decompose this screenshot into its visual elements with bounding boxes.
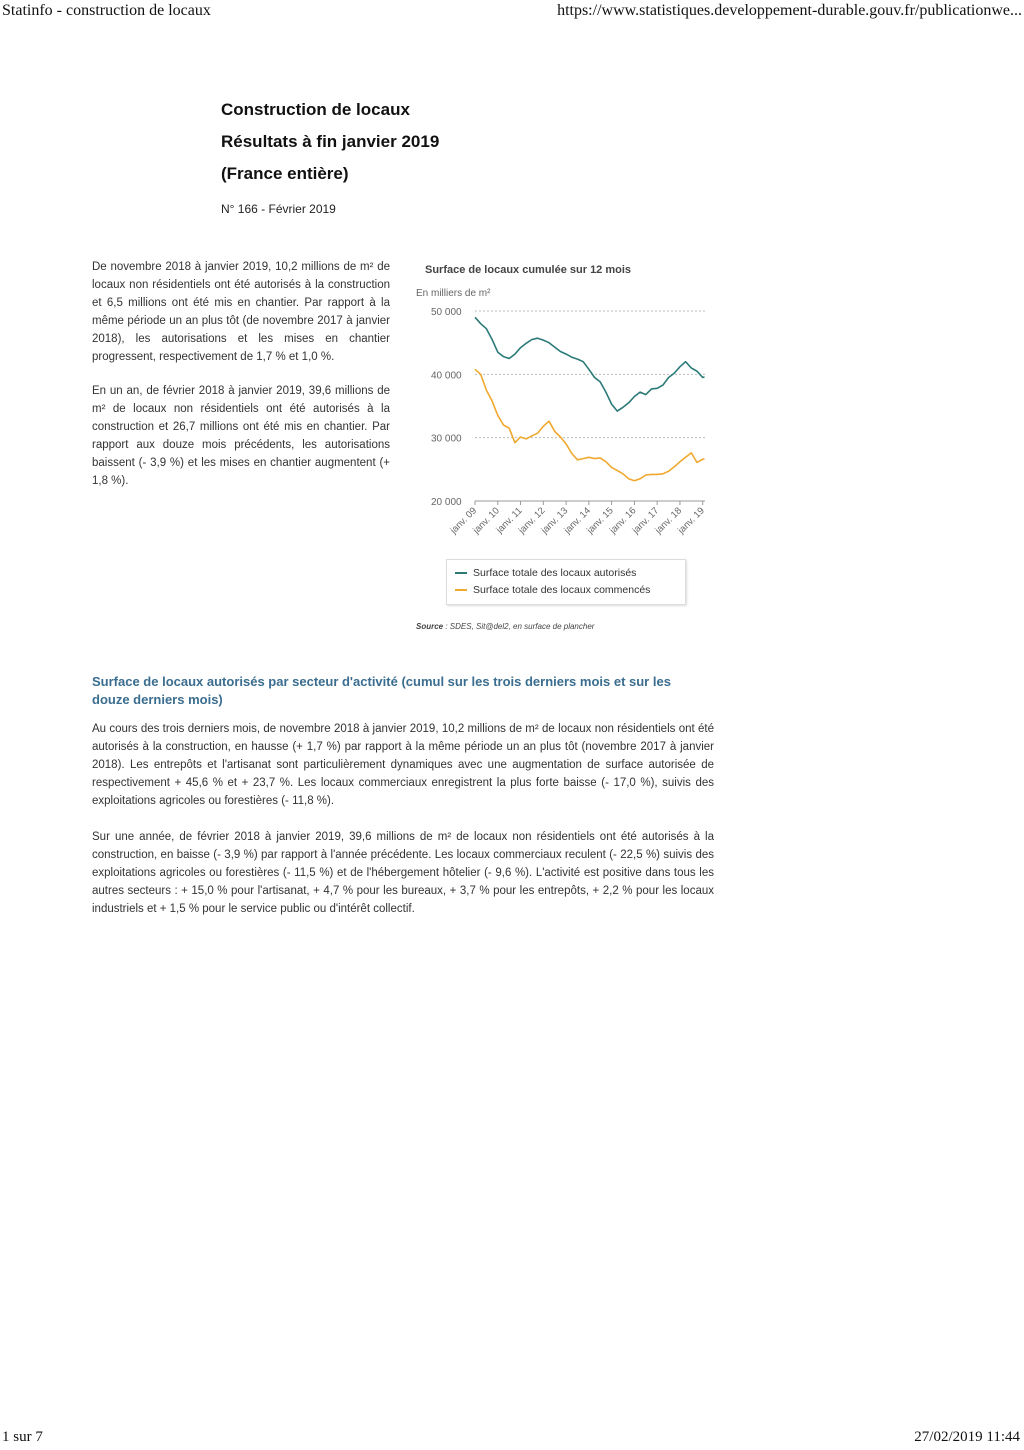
x-tick-label: janv. 12 [516,505,548,537]
title-line-1: Construction de locaux [221,100,410,119]
x-tick-label: janv. 09 [448,505,480,537]
x-tick-label: janv. 19 [676,505,707,537]
y-tick-label: 30 000 [431,433,462,445]
source-label: Source [416,622,444,631]
legend-swatch-commences [455,589,467,591]
chart-source [416,622,594,631]
y-tick-label: 50 000 [431,307,462,318]
y-tick-label: 40 000 [431,370,462,382]
section-body [92,720,714,936]
chart-legend [446,559,686,605]
legend-swatch-autorises [455,572,467,574]
page-title [221,94,439,190]
series-line-commences [475,369,705,480]
title-line-3: (France entière) [221,164,349,183]
section-paragraph-2: Sur une année, de février 2018 à janvier 2019, 39,6 millions de m² de locaux non résidentiels ont été autorisés à la construction, en baisse (- 3,9 %) par rapport à l'année précédente. Les locaux commerciaux reculent (- 22,5 %) suivis des exploitations agricoles ou forestières (- 11,5 %) et de l'hébergement hôtelier (- 9,6 %). L'activité est positive dans tous les autres secteurs : + 15,0 % pour l'artisanat, + 4,7 % pour les bureaux, + 3,7 % pour les entrepôts, + 2,2 % pour les locaux industriels et + 1,5 % pour le service public ou d'intérêt collectif. [92,831,714,915]
print-footer [0,1426,1024,1450]
print-header-title: Statinfo - construction de locaux [2,2,211,19]
x-tick-label: janv. 16 [607,505,639,537]
legend-item-commences [455,584,650,596]
x-tick-label: janv. 10 [471,505,502,537]
intro-paragraph-1: De novembre 2018 à janvier 2019, 10,2 millions de m² de locaux non résidentiels ont été autorisés à la construction et 6,5 millions ont été mis en chantier. Par rapport à la même période un an plus tôt (de novembre 2017 à janvier 2018), les autorisations et les mises en chantier progressent, respectivement de 1,7 % et 1,0 %. [92,261,390,363]
section-title: Surface de locaux autorisés par secteur d'activité (cumul sur les trois derniers mois et sur les douze derniers mois) [92,674,671,707]
title-line-2: Résultats à fin janvier 2019 [221,132,440,151]
intro-text [92,258,390,506]
x-tick-label: janv. 18 [653,505,685,537]
legend-label-autorises: Surface totale des locaux autorisés [473,567,637,579]
series-line-autorises [475,317,705,411]
page-counter: 1 sur 7 [2,1429,43,1445]
x-tick-label: janv. 15 [584,505,616,537]
section-paragraph-1: Au cours des trois derniers mois, de novembre 2018 à janvier 2019, 10,2 millions de m² de locaux non résidentiels ont été autorisés à la construction, en hausse (+ 1,7 %) par rapport à la même période un an plus tôt (novembre 2017 à janvier 2018). Les entrepôts et l'artisanat sont particulièrement dynamiques avec une augmentation de surface autorisée de respectivement + 45,6 % et + 23,7 %. Les locaux commerciaux enregistrent la plus forte baisse (- 17,0 %), suivis des exploitations agricoles ou forestières (- 11,8 %). [92,723,714,807]
issue-number: N° 166 - Février 2019 [221,202,336,216]
intro-paragraph-2: En un an, de février 2018 à janvier 2019, 39,6 millions de m² de locaux non résidentiels ont été autorisés à la construction et 26,7 millions ont été mis en chantier. Par rapport aux douze mois précédents, les autorisations baissent (- 3,9 %) et les mises en chantier augmentent (+ 1,8 %). [92,385,390,487]
print-header-url: https://www.statistiques.developpement-durable.gouv.fr/publicationwe... [557,2,1022,19]
legend-item-autorises [455,567,636,579]
source-text: : SDES, Sit@del2, en surface de plancher [443,622,595,631]
chart-title: Surface de locaux cumulée sur 12 mois [425,264,632,276]
chart-canvas [410,258,720,558]
legend-label-commences: Surface totale des locaux commencés [473,584,651,596]
print-datetime: 27/02/2019 11:44 [914,1429,1020,1445]
x-tick-label: janv. 11 [494,505,525,536]
x-tick-label: janv. 17 [630,505,662,537]
x-tick-label: janv. 13 [539,505,571,537]
y-tick-label: 20 000 [431,497,462,508]
chart-y-unit: En milliers de m² [416,288,491,299]
line-chart [410,258,720,638]
x-tick-label: janv. 14 [562,505,593,537]
print-header [0,0,1024,24]
